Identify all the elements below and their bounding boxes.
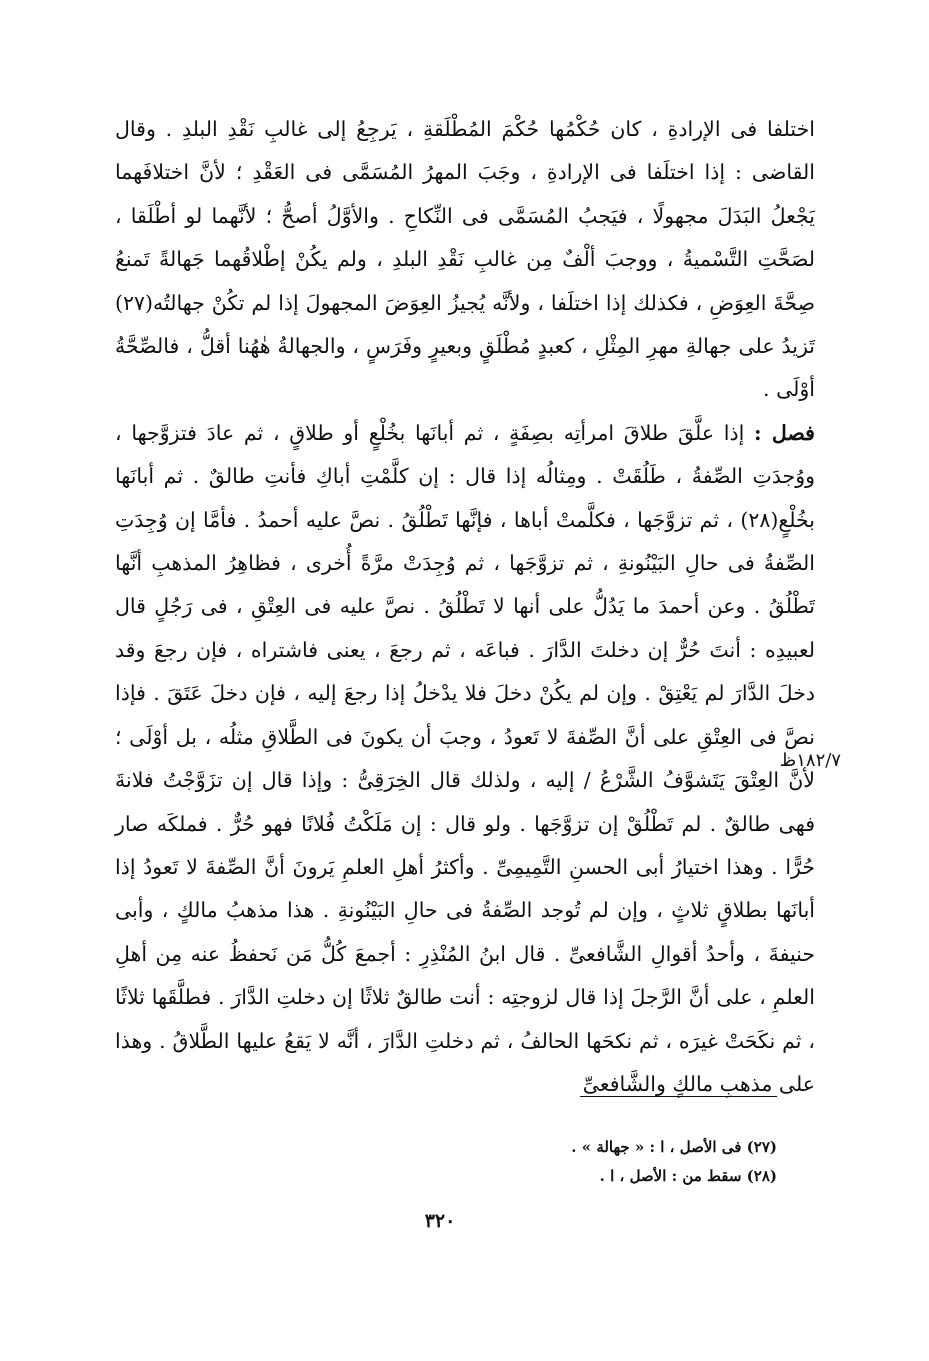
section-heading-fasl: فصل : <box>753 420 815 445</box>
main-text <box>115 108 815 1106</box>
page-number: ٣٢٠ <box>424 1210 456 1232</box>
footnote-27: (٢٧) فى الأصل ، ا : « جهالة » . <box>571 1138 777 1156</box>
footnotes <box>420 1133 777 1191</box>
paragraph-1: اختلفا فى الإرادةِ ، كان حُكْمُها حُكْمَ المُطْلَقةِ ، يَرجِعُ إلى غالبِ نَقْدِ البلدِ . وقال القاضى : إذا اختلَفا فى الإرادةِ ، وجَبَ المهرُ المُسَمَّى فى العَقْدِ ؛ لأنَّ اختلافَهما يَجْعلُ البَدَلَ مجهولًا ، فيَجبُ المُسَمَّى فى النِّكاحِ . والأوَّلُ أصحُّ ؛ لأنَّهما لو أطْلَقا ، لصَحَّتِ التَّسْميةُ ، ووجبَ ألْفٌ مِن غالبِ نَقْدِ البلدِ ، ولم يكُنْ إطْلاقُهما جَهالةً تَمنعُ صِحَّةَ العِوَضِ ، فكذلك إذا اختلَفا ، ولأنَّه يُجيزُ العِوَضَ المجهولَ إذا لم تكُنْ جهالتُه(٢٧) تَزيدُ على جهالةِ مهرِ المِثْلِ ، كعبدٍ مُطْلَقٍ وبعيرٍ وفَرَسٍ ، والجهالةُ هٰهُنا أقلُّ ، فالصِّحَّةُ أوْلَى . <box>115 117 815 402</box>
paragraph-2 <box>115 412 815 1107</box>
footnote-28: (٢٨) سقط من : الأصل ، ا . <box>599 1167 777 1185</box>
margin-manuscript-reference: ١٨٢/٧ظ <box>779 750 841 771</box>
footnote-separator <box>580 1096 777 1097</box>
paragraph-2-text: إذا علَّقَ طلاقَ امرأتِه بصِفَةٍ ، ثم أبانَها بخُلْعٍ أو طلاقٍ ، ثم عادَ فتزوَّجها ، ووُجدَتِ الصِّفةُ ، طَلُقَتْ . ومِثالُه إذا قال : إن كلَّمْتِ أباكِ فأنتِ طالقٌ . ثم أبانَها بخُلْعٍ(٢٨) ، ثم تزوَّجَها ، فكلَّمتْ أباها ، فإنَّها تَطْلُقُ . نصَّ عليه أحمدُ . فأمَّا إن وُجِدَتِ الصِّفةُ فى حالِ البَيْنُونةِ ، ثم تزوَّجَها ، ثم وُجِدَتْ مرَّةً أُخرى ، فظاهِرُ المذهبِ أنَّها تَطْلُقُ . وعن أحمدَ ما يَدُلُّ على أنها لا تَطْلُقُ . نصَّ عليه فى العِتْقِ ، فى رَجُلٍ قال لعبيدِه : أنتَ حُرٌّ إن دخلتَ الدَّارَ . فباعَه ، ثم رجعَ ، يعنى فاشتراه ، فإن رجعَ وقد دخلَ الدَّارَ لم يَعْتِقْ . وإن لم يكُنْ دخلَ فلا يدْخلُ إذا رجعَ إليه ، فإن دخلَ عَتَقَ . فإذا نصَّ فى العِتْقِ على أنَّ الصِّفةَ لا تَعودُ ، وجبَ أن يكونَ فى الطَّلاقِ مثلُه ، بل أوْلَى ؛ لأنَّ العِتْقَ يَتَشوَّفُ الشَّرْعُ / إليه ، ولذلك قال الخِرَقِىُّ : وإذا قال إن تزَوَّجْتُ فلانةَ فهى طالقٌ . لم تَطْلُقْ إن تزوَّجَها . ولو قال : إن مَلَكْتُ فُلانًا فهو حُرٌّ . فملكَه صار حُرًّا . وهذا اختيارُ أبى الحسنِ التَّمِيمِىِّ . وأكثرُ أهلِ العلمِ يَرونَ أنَّ الصِّفةَ لا تَعودُ إذا أبانَها بطلاقٍ ثلاثٍ ، وإن لم تُوجد الصِّفةُ فى حالِ البَيْنُونةِ . هذا مذهبُ مالكٍ ، وأبى حنيفةَ ، وأحدُ أقوالِ الشَّافعىِّ . قال ابنُ المُنْذِرِ : أجمعَ كُلُّ مَن نَحفظُ عنه مِن أهلِ العلمِ ، على أنَّ الرَّجلَ إذا قال لزوجتِه : أنت طالقٌ ثلاثًا إن دخلتِ الدَّارَ . فطلَّقَها ثلاثًا ، ثم نكَحَتْ غيرَه ، ثم نكحَها الحالفُ ، ثم دخلتِ الدَّارَ ، أنَّه لا يَقعُ عليها الطَّلاقُ . وهذا على مذهبِ مالكٍ والشَّافعىِّ <box>115 420 816 1096</box>
